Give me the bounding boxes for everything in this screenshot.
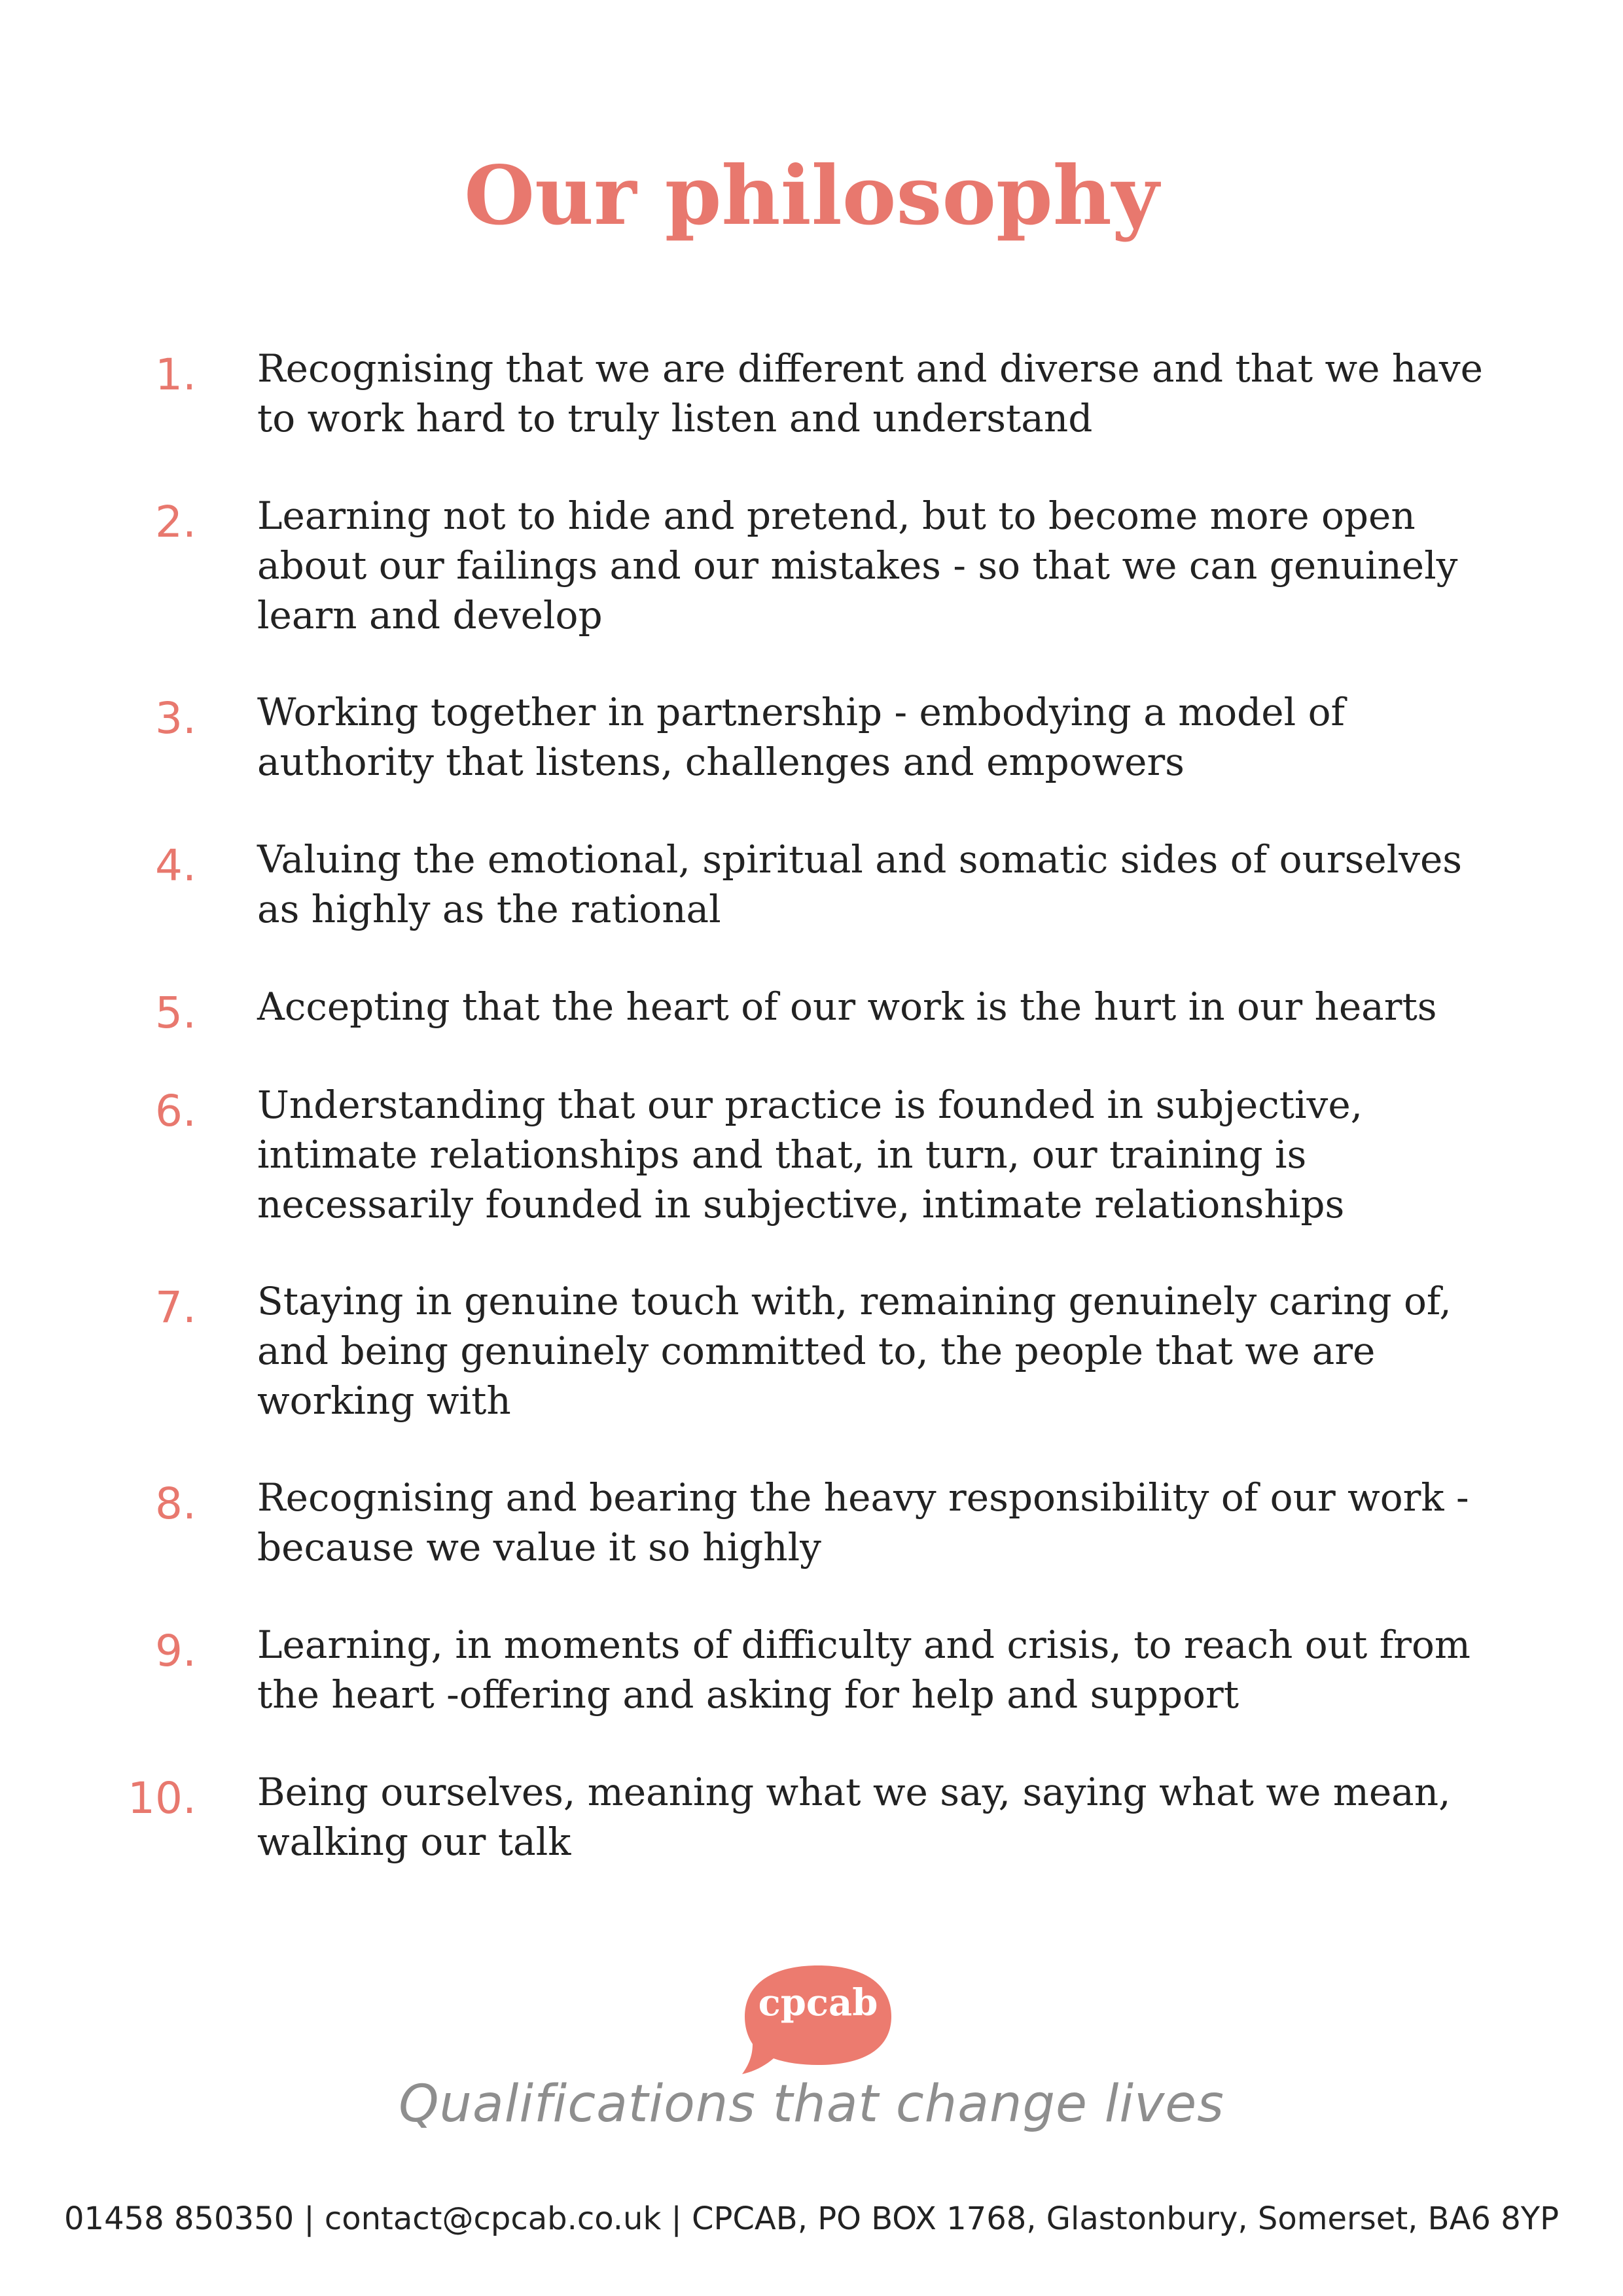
item-text: Staying in genuine touch with, remaining genuinely caring of, and being genuinely committed to, the people that we are working with <box>257 1279 1452 1423</box>
item-number: 2. <box>155 497 196 547</box>
item-text: Valuing the emotional, spiritual and somatic sides of ourselves as highly as the rational <box>257 837 1463 931</box>
item-number: 7. <box>155 1282 196 1333</box>
item-text: Accepting that the heart of our work is the hurt in our hearts <box>257 984 1437 1029</box>
item-number: 4. <box>155 840 196 891</box>
item-text: Recognising and bearing the heavy responsibility of our work - because we value it so highly <box>257 1475 1469 1570</box>
item-text: Being ourselves, meaning what we say, saying what we mean, walking our talk <box>257 1770 1451 1864</box>
item-number: 9. <box>155 1626 196 1676</box>
item-number: 6. <box>155 1086 196 1136</box>
item-text: Learning not to hide and pretend, but to become more open about our failings and our mistakes - so that we can genuinely learn and develop <box>257 493 1458 637</box>
item-text: Recognising that we are different and diverse and that we have to work hard to truly listen and understand <box>257 346 1483 440</box>
item-number: 1. <box>155 350 196 400</box>
item-number: 5. <box>155 988 196 1038</box>
tagline: Qualifications that change lives <box>399 2075 1224 2134</box>
item-number: 3. <box>155 693 196 744</box>
item-text: Working together in partnership - embodying a model of authority that listens, challenges and empowers <box>257 690 1346 784</box>
item-number: 8. <box>155 1479 196 1529</box>
item-text: Learning, in moments of difficulty and crisis, to reach out from the heart -offering and asking for help and support <box>257 1623 1471 1717</box>
item-text: Understanding that our practice is founded in subjective, intimate relationships and that, in turn, our training is necessarily founded in subjective, intimate relationships <box>257 1083 1363 1227</box>
logo-wordmark: cpcab <box>758 1981 878 2024</box>
footer-contact: 01458 850350 | contact@cpcab.co.uk | CPCAB, PO BOX 1768, Glastonbury, Somerset, BA6 8YP <box>63 2200 1560 2237</box>
item-number: 10. <box>128 1773 196 1823</box>
page-title: Our philosophy <box>464 149 1159 243</box>
